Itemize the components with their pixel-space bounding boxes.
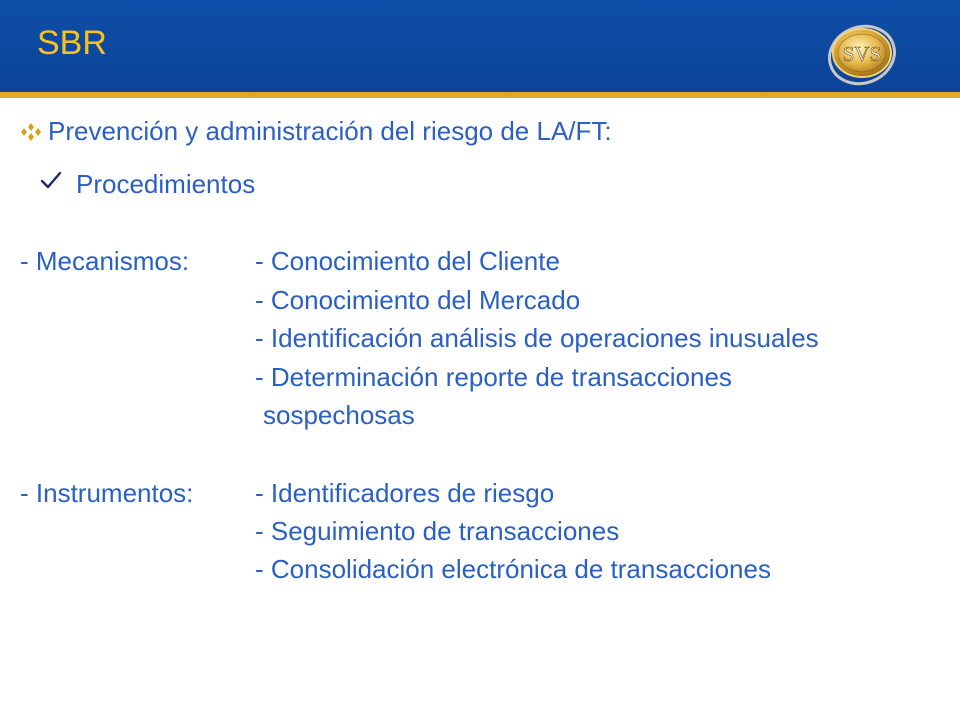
instrumento-item: - Identificadores de riesgo	[255, 478, 555, 508]
instrumento-item: - Consolidación electrónica de transacciones	[255, 554, 771, 584]
header-bar	[0, 0, 960, 92]
svs-logo-icon	[823, 20, 901, 86]
mecanismo-item: - Conocimiento del Cliente	[255, 246, 560, 276]
mecanismo-item: - Identificación análisis de operaciones inusuales	[255, 323, 819, 353]
slide-title: SBR	[37, 24, 107, 62]
diamond-cluster-icon	[20, 121, 42, 143]
checkmark-icon	[40, 169, 62, 191]
subheading: Procedimientos	[76, 169, 256, 199]
header-divider	[0, 92, 960, 98]
mecanismos-label: - Mecanismos:	[20, 246, 190, 276]
mecanismo-item-continued: sospechosas	[263, 400, 415, 430]
section-heading: Prevención y administración del riesgo de LA/FT:	[48, 116, 612, 146]
logo-text: SVS	[842, 42, 882, 66]
instrumentos-label: - Instrumentos:	[20, 478, 194, 508]
mecanismo-item: - Conocimiento del Mercado	[255, 285, 581, 315]
mecanismo-item: - Determinación reporte de transacciones	[255, 362, 732, 392]
instrumento-item: - Seguimiento de transacciones	[255, 516, 620, 546]
